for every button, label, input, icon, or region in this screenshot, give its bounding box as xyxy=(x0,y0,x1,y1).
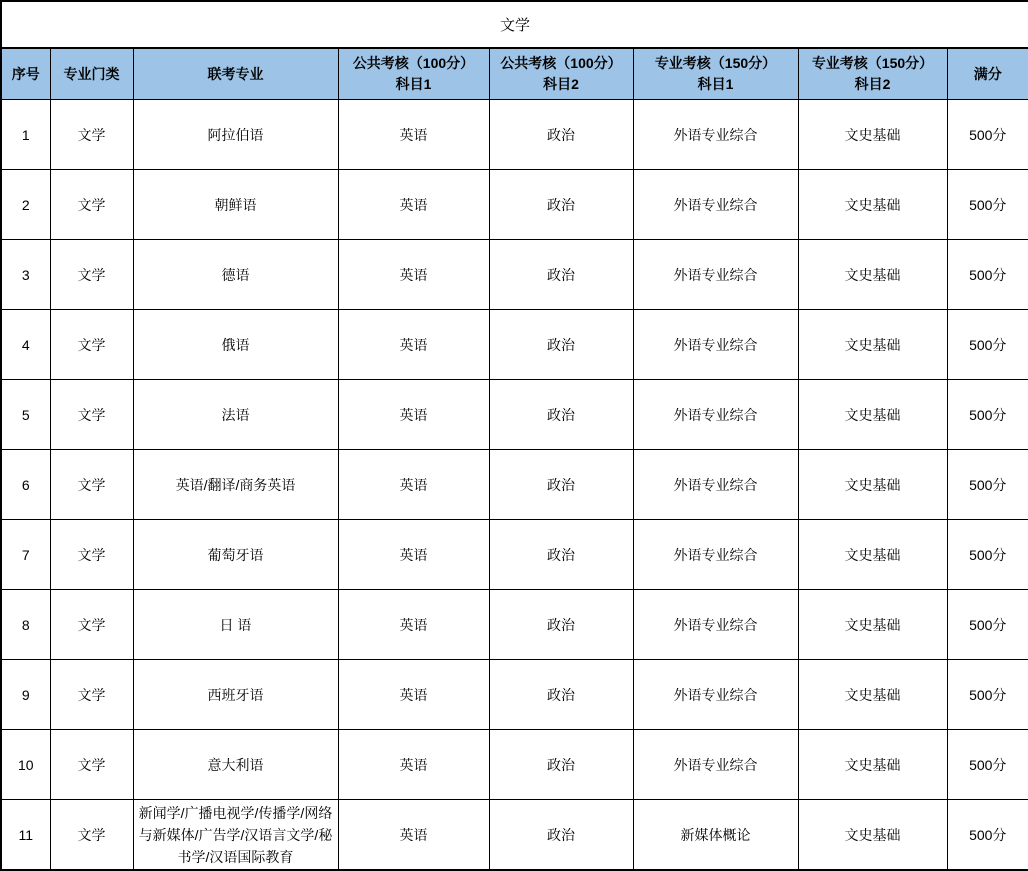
table-row xyxy=(1,170,1028,240)
cell-full-score: 500分 xyxy=(947,380,1028,450)
table-row xyxy=(1,590,1028,660)
column-header xyxy=(798,48,947,100)
table-row xyxy=(1,450,1028,520)
table-title-row xyxy=(1,1,1028,48)
cell-professional-subject-1: 外语专业综合 xyxy=(633,380,798,450)
cell-public-subject-1: 英语 xyxy=(338,590,489,660)
cell-full-score: 500分 xyxy=(947,520,1028,590)
cell-full-score: 500分 xyxy=(947,170,1028,240)
column-header xyxy=(50,48,133,100)
cell-public-subject-2: 政治 xyxy=(489,520,633,590)
cell-public-subject-1: 英语 xyxy=(338,800,489,871)
column-header xyxy=(489,48,633,100)
cell-full-score: 500分 xyxy=(947,310,1028,380)
cell-public-subject-2: 政治 xyxy=(489,170,633,240)
cell-major-category: 文学 xyxy=(50,310,133,380)
cell-joint-exam-major: 新闻学/广播电视学/传播学/网络与新媒体/广告学/汉语言文学/秘书学/汉语国际教育 xyxy=(133,800,338,871)
table-row xyxy=(1,100,1028,170)
cell-major-category: 文学 xyxy=(50,240,133,310)
table-row xyxy=(1,730,1028,800)
cell-professional-subject-2: 文史基础 xyxy=(798,660,947,730)
cell-joint-exam-major: 日 语 xyxy=(133,590,338,660)
cell-public-subject-1: 英语 xyxy=(338,310,489,380)
cell-joint-exam-major: 阿拉伯语 xyxy=(133,100,338,170)
cell-serial-number: 10 xyxy=(1,730,50,800)
cell-major-category: 文学 xyxy=(50,100,133,170)
cell-major-category: 文学 xyxy=(50,730,133,800)
cell-joint-exam-major: 朝鲜语 xyxy=(133,170,338,240)
cell-professional-subject-1: 外语专业综合 xyxy=(633,100,798,170)
cell-public-subject-2: 政治 xyxy=(489,100,633,170)
column-header-line1: 序号 xyxy=(2,64,50,85)
cell-public-subject-2: 政治 xyxy=(489,240,633,310)
cell-professional-subject-1: 新媒体概论 xyxy=(633,800,798,871)
cell-full-score: 500分 xyxy=(947,730,1028,800)
cell-serial-number: 8 xyxy=(1,590,50,660)
cell-joint-exam-major: 俄语 xyxy=(133,310,338,380)
cell-joint-exam-major: 德语 xyxy=(133,240,338,310)
cell-professional-subject-1: 外语专业综合 xyxy=(633,240,798,310)
cell-professional-subject-2: 文史基础 xyxy=(798,380,947,450)
cell-joint-exam-major: 西班牙语 xyxy=(133,660,338,730)
column-header-line2: 科目2 xyxy=(490,74,633,95)
column-header xyxy=(133,48,338,100)
cell-joint-exam-major: 英语/翻译/商务英语 xyxy=(133,450,338,520)
cell-professional-subject-1: 外语专业综合 xyxy=(633,730,798,800)
cell-joint-exam-major: 法语 xyxy=(133,380,338,450)
cell-serial-number: 9 xyxy=(1,660,50,730)
table-row xyxy=(1,380,1028,450)
table-row xyxy=(1,310,1028,380)
cell-public-subject-1: 英语 xyxy=(338,450,489,520)
cell-professional-subject-2: 文史基础 xyxy=(798,800,947,871)
cell-full-score: 500分 xyxy=(947,100,1028,170)
cell-professional-subject-2: 文史基础 xyxy=(798,310,947,380)
column-header xyxy=(633,48,798,100)
cell-serial-number: 1 xyxy=(1,100,50,170)
cell-professional-subject-1: 外语专业综合 xyxy=(633,450,798,520)
cell-professional-subject-2: 文史基础 xyxy=(798,170,947,240)
table-row xyxy=(1,240,1028,310)
column-header-line2: 科目2 xyxy=(799,74,947,95)
cell-joint-exam-major: 意大利语 xyxy=(133,730,338,800)
cell-full-score: 500分 xyxy=(947,240,1028,310)
cell-public-subject-1: 英语 xyxy=(338,380,489,450)
cell-serial-number: 4 xyxy=(1,310,50,380)
cell-joint-exam-major: 葡萄牙语 xyxy=(133,520,338,590)
cell-major-category: 文学 xyxy=(50,520,133,590)
cell-major-category: 文学 xyxy=(50,450,133,520)
cell-professional-subject-1: 外语专业综合 xyxy=(633,310,798,380)
cell-major-category: 文学 xyxy=(50,170,133,240)
table-row xyxy=(1,520,1028,590)
table-title: 文学 xyxy=(1,1,1028,48)
column-header xyxy=(1,48,50,100)
cell-public-subject-2: 政治 xyxy=(489,310,633,380)
cell-major-category: 文学 xyxy=(50,800,133,871)
cell-serial-number: 6 xyxy=(1,450,50,520)
cell-serial-number: 5 xyxy=(1,380,50,450)
cell-major-category: 文学 xyxy=(50,590,133,660)
table-header-row xyxy=(1,48,1028,100)
column-header-line1: 公共考核（100分） xyxy=(339,53,489,74)
column-header xyxy=(947,48,1028,100)
cell-professional-subject-2: 文史基础 xyxy=(798,240,947,310)
cell-public-subject-2: 政治 xyxy=(489,590,633,660)
column-header-line1: 满分 xyxy=(948,64,1028,85)
cell-public-subject-1: 英语 xyxy=(338,520,489,590)
cell-public-subject-1: 英语 xyxy=(338,240,489,310)
cell-public-subject-2: 政治 xyxy=(489,380,633,450)
cell-serial-number: 11 xyxy=(1,800,50,871)
cell-professional-subject-1: 外语专业综合 xyxy=(633,170,798,240)
cell-serial-number: 2 xyxy=(1,170,50,240)
cell-professional-subject-1: 外语专业综合 xyxy=(633,520,798,590)
cell-full-score: 500分 xyxy=(947,450,1028,520)
cell-public-subject-1: 英语 xyxy=(338,730,489,800)
cell-public-subject-2: 政治 xyxy=(489,660,633,730)
cell-serial-number: 7 xyxy=(1,520,50,590)
cell-major-category: 文学 xyxy=(50,660,133,730)
column-header-line1: 联考专业 xyxy=(134,64,338,85)
cell-professional-subject-2: 文史基础 xyxy=(798,730,947,800)
cell-full-score: 500分 xyxy=(947,800,1028,871)
table-row xyxy=(1,660,1028,730)
column-header xyxy=(338,48,489,100)
column-header-line1: 公共考核（100分） xyxy=(490,53,633,74)
cell-professional-subject-2: 文史基础 xyxy=(798,450,947,520)
cell-public-subject-2: 政治 xyxy=(489,800,633,871)
cell-major-category: 文学 xyxy=(50,380,133,450)
cell-public-subject-1: 英语 xyxy=(338,660,489,730)
cell-public-subject-1: 英语 xyxy=(338,170,489,240)
column-header-line1: 专业门类 xyxy=(51,64,133,85)
column-header-line1: 专业考核（150分） xyxy=(634,53,798,74)
column-header-line1: 专业考核（150分） xyxy=(799,53,947,74)
cell-serial-number: 3 xyxy=(1,240,50,310)
cell-public-subject-2: 政治 xyxy=(489,730,633,800)
cell-public-subject-2: 政治 xyxy=(489,450,633,520)
table-row xyxy=(1,800,1028,871)
cell-professional-subject-2: 文史基础 xyxy=(798,520,947,590)
cell-full-score: 500分 xyxy=(947,590,1028,660)
column-header-line2: 科目1 xyxy=(339,74,489,95)
column-header-line2: 科目1 xyxy=(634,74,798,95)
cell-professional-subject-2: 文史基础 xyxy=(798,100,947,170)
cell-full-score: 500分 xyxy=(947,660,1028,730)
cell-public-subject-1: 英语 xyxy=(338,100,489,170)
cell-professional-subject-1: 外语专业综合 xyxy=(633,660,798,730)
cell-professional-subject-2: 文史基础 xyxy=(798,590,947,660)
cell-professional-subject-1: 外语专业综合 xyxy=(633,590,798,660)
